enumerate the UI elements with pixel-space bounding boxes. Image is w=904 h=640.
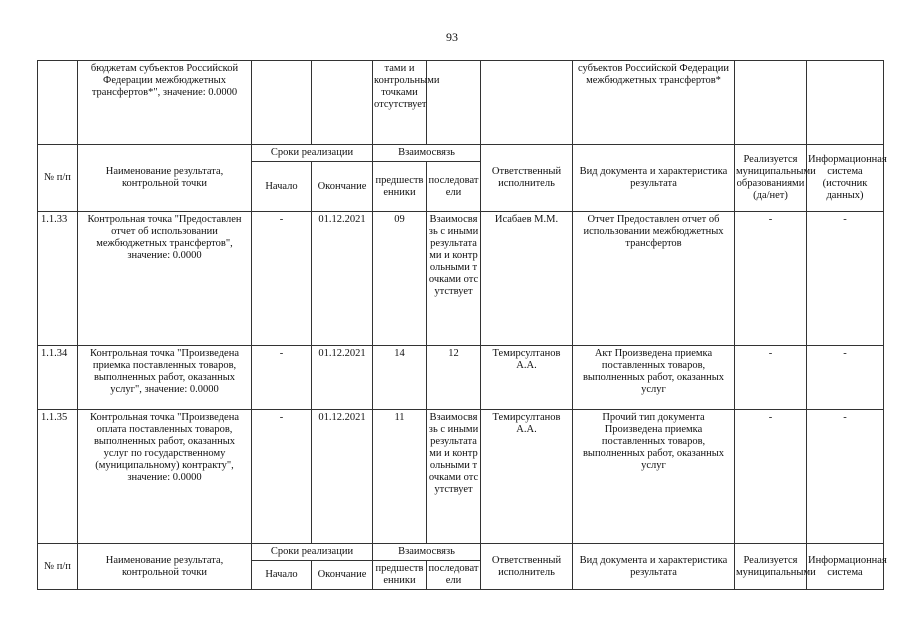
cell-info [807, 61, 884, 145]
header-doc: Вид документа и характеристика результата [573, 544, 735, 590]
cell-name: бюджетам субъектов Российской Федерации межбюджетных трансфертов*", значение: 0.0000 [78, 61, 252, 145]
header-name: Наименование результата, контрольной точки [78, 145, 252, 212]
cell-end [312, 61, 373, 145]
header-end: Окончание [312, 162, 373, 212]
cell-num: 1.1.34 [38, 346, 78, 410]
cell-end: 01.12.2021 [312, 410, 373, 544]
page-number: 93 [446, 30, 458, 44]
cell-start: - [252, 410, 312, 544]
cell-pred: 14 [373, 346, 427, 410]
cell-info: - [807, 410, 884, 544]
header-end: Окончание [312, 561, 373, 590]
header-succ: последователи [427, 561, 481, 590]
header-terms: Сроки реализации [252, 544, 373, 561]
cell-start: - [252, 346, 312, 410]
header-relation: Взаимосвязь [373, 544, 481, 561]
header-terms: Сроки реализации [252, 145, 373, 162]
results-table [37, 60, 887, 590]
header-num: № п/п [38, 145, 78, 212]
header-row [38, 145, 884, 162]
header-name: Наименование результата, контрольной точки [78, 544, 252, 590]
header-relation: Взаимосвязь [373, 145, 481, 162]
cell-succ: 12 [427, 346, 481, 410]
cell-resp: Темирсултанов А.А. [481, 410, 573, 544]
header-doc: Вид документа и характеристика результата [573, 145, 735, 212]
cell-num [38, 61, 78, 145]
continuation-row [38, 61, 884, 145]
header-info: Информационная система (источник данных) [807, 145, 884, 212]
header-num: № п/п [38, 544, 78, 590]
cell-end: 01.12.2021 [312, 212, 373, 346]
header-resp: Ответственный исполнитель [481, 544, 573, 590]
cell-doc: Отчет Предоставлен отчет об использовании межбюджетных трансфертов [573, 212, 735, 346]
cell-pred: тами и контрольными точками отсутствует [373, 61, 427, 145]
header-pred: предшественники [373, 162, 427, 212]
cell-num: 1.1.33 [38, 212, 78, 346]
cell-doc: субъектов Российской Федерации межбюджетных трансфертов* [573, 61, 735, 145]
header-muni: Реализуется муниципальными образованиями (да/нет) [735, 145, 807, 212]
cell-info: - [807, 212, 884, 346]
cell-succ: Взаимосвязь с иными результатами и контрольными точками отсутствует [427, 212, 481, 346]
cell-end: 01.12.2021 [312, 346, 373, 410]
header-info: Информационная система [807, 544, 884, 590]
cell-start: - [252, 212, 312, 346]
cell-resp [481, 61, 573, 145]
cell-resp: Исабаев М.М. [481, 212, 573, 346]
cell-info: - [807, 346, 884, 410]
cell-muni: - [735, 410, 807, 544]
cell-resp: Темирсултанов А.А. [481, 346, 573, 410]
cell-pred: 11 [373, 410, 427, 544]
header-succ: последователи [427, 162, 481, 212]
cell-name: Контрольная точка "Предоставлен отчет об использовании межбюджетных трансфертов", значение: 0.0000 [78, 212, 252, 346]
cell-muni [735, 61, 807, 145]
cell-name: Контрольная точка "Произведена оплата поставленных товаров, выполненных работ, оказанных услуг по государственному (муниципальному) контракту", значение: 0.0000 [78, 410, 252, 544]
header-start: Начало [252, 162, 312, 212]
cell-name: Контрольная точка "Произведена приемка поставленных товаров, выполненных работ, оказанных услуг", значение: 0.0000 [78, 346, 252, 410]
cell-succ: Взаимосвязь с иными результатами и контрольными точками отсутствует [427, 410, 481, 544]
cell-muni: - [735, 212, 807, 346]
header-start: Начало [252, 561, 312, 590]
cell-succ [427, 61, 481, 145]
table-row [38, 346, 884, 410]
header-pred: предшественники [373, 561, 427, 590]
table-row [38, 212, 884, 346]
cell-doc: Прочий тип документа Произведена приемка поставленных товаров, выполненных работ, оказанных услуг [573, 410, 735, 544]
cell-muni: - [735, 346, 807, 410]
header-resp: Ответственный исполнитель [481, 145, 573, 212]
header-muni: Реализуется муниципальными [735, 544, 807, 590]
header-row-repeat [38, 544, 884, 561]
table-row [38, 410, 884, 544]
cell-num: 1.1.35 [38, 410, 78, 544]
cell-start [252, 61, 312, 145]
cell-pred: 09 [373, 212, 427, 346]
cell-doc: Акт Произведена приемка поставленных товаров, выполненных работ, оказанных услуг [573, 346, 735, 410]
